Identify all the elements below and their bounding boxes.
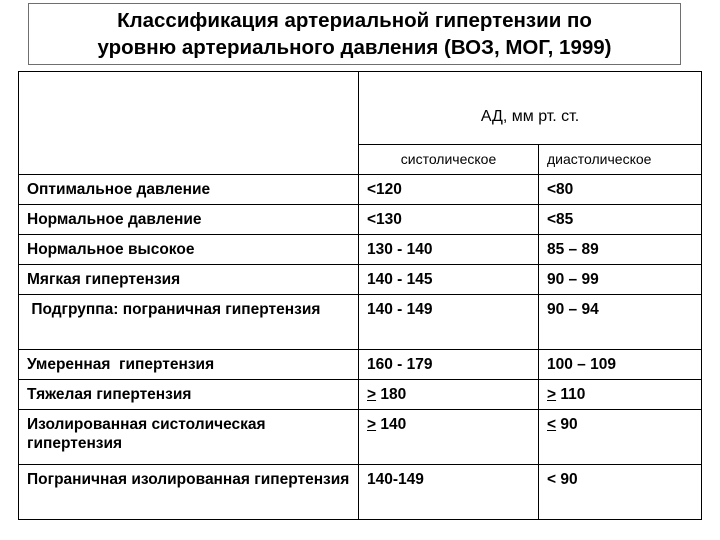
table-row	[19, 350, 702, 380]
diastolic-number: 85 – 89	[547, 241, 599, 258]
table-row	[19, 205, 702, 235]
table-row	[19, 235, 702, 265]
category-label: Нормальное давление	[19, 205, 359, 235]
systolic-value	[359, 205, 539, 235]
diastolic-number: 110	[556, 386, 586, 403]
systolic-number: 140 - 145	[367, 271, 433, 288]
systolic-number: 140 - 149	[367, 301, 433, 318]
systolic-number: 180	[376, 386, 407, 403]
empty-corner-cell	[19, 72, 359, 175]
systolic-value	[359, 175, 539, 205]
systolic-value	[359, 380, 539, 410]
classification-table	[18, 71, 702, 520]
systolic-prefix: >	[367, 386, 377, 403]
table-row	[19, 380, 702, 410]
diastolic-value	[539, 205, 702, 235]
table-row	[19, 410, 702, 465]
pressure-group-header: АД, мм рт. ст.	[359, 72, 702, 145]
diastolic-value	[539, 465, 702, 520]
systolic-number: 140-149	[367, 471, 424, 488]
systolic-number: 140	[376, 416, 407, 433]
systolic-value	[359, 265, 539, 295]
category-label: Тяжелая гипертензия	[19, 380, 359, 410]
category-label: Подгруппа: пограничная гипертензия	[19, 295, 359, 350]
category-label: Изолированная систолическая гипертензия	[19, 410, 359, 465]
table-header-row	[19, 72, 702, 145]
diastolic-prefix: >	[547, 386, 557, 403]
systolic-value	[359, 235, 539, 265]
diastolic-value	[539, 410, 702, 465]
diastolic-value	[539, 380, 702, 410]
diastolic-value	[539, 295, 702, 350]
systolic-number: <130	[367, 211, 402, 228]
systolic-number: 160 - 179	[367, 356, 433, 373]
diastolic-value	[539, 350, 702, 380]
diastolic-number: <85	[547, 211, 574, 228]
table-row	[19, 175, 702, 205]
diastolic-number: 90 – 99	[547, 271, 599, 288]
diastolic-value	[539, 175, 702, 205]
diastolic-number: 90	[556, 416, 578, 433]
category-label: Нормальное высокое	[19, 235, 359, 265]
diastolic-value	[539, 235, 702, 265]
table-row	[19, 465, 702, 520]
category-label: Мягкая гипертензия	[19, 265, 359, 295]
diastolic-number: <80	[547, 181, 574, 198]
table-row	[19, 265, 702, 295]
systolic-number: 130 - 140	[367, 241, 433, 258]
diastolic-number: < 90	[547, 471, 578, 488]
category-label: Умеренная гипертензия	[19, 350, 359, 380]
diastolic-header: диастолическое	[539, 145, 702, 175]
systolic-value	[359, 465, 539, 520]
diastolic-prefix: <	[547, 416, 557, 433]
category-label: Пограничная изолированная гипертензия	[19, 465, 359, 520]
systolic-header: систолическое	[359, 145, 539, 175]
systolic-prefix: >	[367, 416, 377, 433]
diastolic-number: 90 – 94	[547, 301, 599, 318]
systolic-number: <120	[367, 181, 402, 198]
title-line-1: Классификация артериальной гипертензии по	[117, 9, 592, 32]
systolic-value	[359, 410, 539, 465]
systolic-value	[359, 295, 539, 350]
diastolic-number: 100 – 109	[547, 356, 616, 373]
diastolic-value	[539, 265, 702, 295]
category-label: Оптимальное давление	[19, 175, 359, 205]
table-row	[19, 295, 702, 350]
systolic-value	[359, 350, 539, 380]
title-line-2: уровню артериального давления (ВОЗ, МОГ, 1999)	[97, 36, 612, 59]
slide-title	[28, 3, 681, 65]
